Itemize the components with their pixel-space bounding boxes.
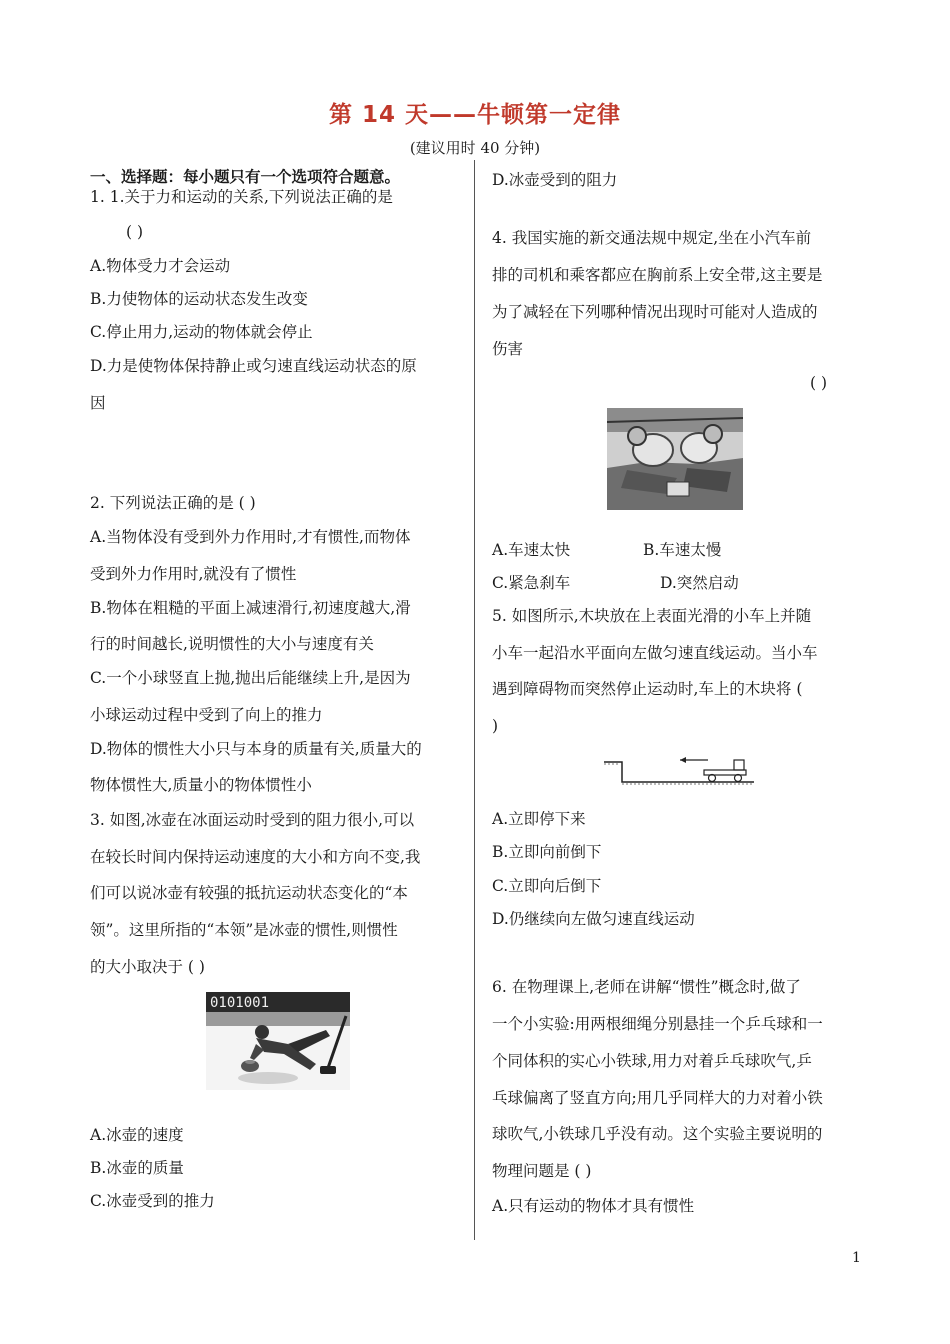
q5-option-c: C.立即向后倒下 bbox=[492, 877, 602, 895]
q3-option-b: B.冰壶的质量 bbox=[90, 1159, 184, 1177]
q4-option-a: A.车速太快 bbox=[492, 541, 571, 559]
q2-option-a: A.当物体没有受到外力作用时,才有惯性,而物体 bbox=[90, 528, 411, 546]
column-divider bbox=[474, 160, 475, 1240]
q2-option-b: B.物体在粗糙的平面上减速滑行,初速度越大,滑 bbox=[90, 599, 411, 617]
q4-option-c: C.紧急刹车 bbox=[492, 574, 571, 592]
q6-stem-5: 球吹气,小铁球几乎没有动。这个实验主要说明的 bbox=[492, 1125, 823, 1143]
q4-stem-2: 排的司机和乘客都应在胸前系上安全带,这主要是 bbox=[492, 266, 823, 284]
q1-option-c: C.停止用力,运动的物体就会停止 bbox=[90, 323, 313, 341]
q3-option-d: D.冰壶受到的阻力 bbox=[492, 171, 618, 189]
q1-option-b: B.力使物体的运动状态发生改变 bbox=[90, 290, 308, 308]
cart-diagram bbox=[600, 750, 758, 788]
q3-option-c: C.冰壶受到的推力 bbox=[90, 1192, 215, 1210]
q1-option-a: A.物体受力才会运动 bbox=[90, 257, 231, 275]
page-subtitle: (建议用时 40 分钟) bbox=[409, 139, 541, 157]
q4-stem-3: 为了减轻在下列哪种情况出现时可能对人造成的 bbox=[492, 303, 818, 321]
q4-stem-1: 4. 我国实施的新交通法规中规定,坐在小汽车前 bbox=[492, 229, 812, 247]
q3-option-a: A.冰壶的速度 bbox=[90, 1126, 184, 1144]
q6-stem-2: 一个小实验:用两根细绳分别悬挂一个乒乓球和一 bbox=[492, 1015, 823, 1033]
q6-stem-6: 物理问题是 ( ) bbox=[492, 1162, 592, 1180]
q6-stem-3: 个同体积的实心小铁球,用力对着乒乓球吹气,乒 bbox=[492, 1052, 812, 1070]
q3-stem-1: 3. 如图,冰壶在冰面运动时受到的阻力很小,可以 bbox=[90, 811, 415, 829]
q1-option-d: D.力是使物体保持静止或匀速直线运动状态的原 bbox=[90, 357, 417, 375]
q2-option-d: D.物体的惯性大小只与本身的质量有关,质量大的 bbox=[90, 740, 422, 758]
q3-stem-5: 的大小取决于 ( ) bbox=[90, 958, 205, 976]
section-heading: 一、选择题：每小题只有一个选项符合题意。 bbox=[90, 168, 401, 186]
q6-stem-1: 6. 在物理课上,老师在讲解“惯性”概念时,做了 bbox=[492, 978, 801, 996]
q4-answer-paren: ( ) bbox=[810, 374, 828, 392]
q3-stem-4: 领”。这里所指的“本领”是冰壶的惯性,则惯性 bbox=[90, 921, 398, 939]
q5-option-a: A.立即停下来 bbox=[492, 810, 586, 828]
page-title: 第 14 天——牛顿第一定律 bbox=[328, 102, 622, 128]
page-number: 1 bbox=[852, 1250, 861, 1266]
q6-stem-4: 乓球偏离了竖直方向;用几乎同样大的力对着小铁 bbox=[492, 1089, 823, 1107]
crash-test-photo bbox=[607, 408, 743, 510]
q5-stem-1: 5. 如图所示,木块放在上表面光滑的小车上并随 bbox=[492, 607, 812, 625]
q5-option-b: B.立即向前倒下 bbox=[492, 843, 602, 861]
q3-stem-3: 们可以说冰壶有较强的抵抗运动状态变化的“本 bbox=[90, 884, 408, 902]
q5-option-d: D.仍继续向左做匀速直线运动 bbox=[492, 910, 695, 928]
q1-stem: 1. 1.关于力和运动的关系,下列说法正确的是 bbox=[90, 188, 393, 206]
q5-stem-2: 小车一起沿水平面向左做匀速直线运动。当小车 bbox=[492, 644, 818, 662]
q2-option-c-cont: 小球运动过程中受到了向上的推力 bbox=[90, 706, 323, 724]
scoreboard-text: 0101001 bbox=[210, 995, 270, 1011]
q5-stem-4: ) bbox=[492, 717, 499, 735]
q4-option-b: B.车速太慢 bbox=[643, 541, 722, 559]
q2-option-c: C.一个小球竖直上抛,抛出后能继续上升,是因为 bbox=[90, 669, 411, 687]
q4-option-d: D.突然启动 bbox=[660, 574, 739, 592]
q1-answer-paren: ( ) bbox=[126, 223, 144, 241]
q1-option-d-cont: 因 bbox=[90, 394, 106, 412]
curling-photo bbox=[206, 992, 350, 1090]
q2-stem: 2. 下列说法正确的是 ( ) bbox=[90, 494, 256, 512]
q2-option-b-cont: 行的时间越长,说明惯性的大小与速度有关 bbox=[90, 635, 374, 653]
q6-option-a: A.只有运动的物体才具有惯性 bbox=[492, 1197, 695, 1215]
q2-option-a-cont: 受到外力作用时,就没有了惯性 bbox=[90, 565, 297, 583]
q2-option-d-cont: 物体惯性大,质量小的物体惯性小 bbox=[90, 776, 312, 794]
q5-stem-3: 遇到障碍物而突然停止运动时,车上的木块将 ( bbox=[492, 680, 803, 698]
q3-stem-2: 在较长时间内保持运动速度的大小和方向不变,我 bbox=[90, 848, 421, 866]
q4-stem-4: 伤害 bbox=[492, 340, 524, 358]
